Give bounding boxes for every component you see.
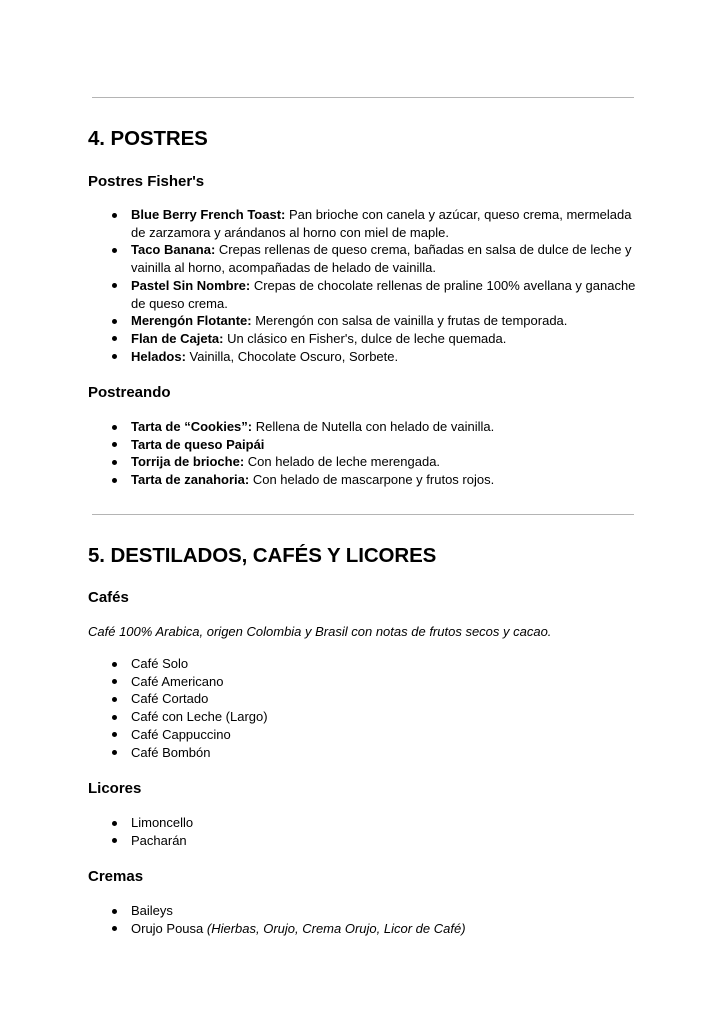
item-name: Orujo Pousa [131,920,207,936]
item-name: Pastel Sin Nombre: [131,277,251,293]
item-name: Merengón Flotante: [131,313,252,329]
list-item: Café Cappuccino [88,726,648,744]
list-item [88,241,648,276]
list-item: Café Americano [88,673,648,691]
subheading-licores: Licores [88,780,142,797]
list-item [88,471,648,489]
section-divider [92,97,634,98]
item-desc: Con helado de mascarpone y frutos rojos. [249,472,495,488]
subheading-postreando: Postreando [88,384,171,401]
section-heading-destilados: 5. DESTILADOS, CAFÉS Y LICORES [88,544,437,567]
item-desc: Vainilla, Chocolate Oscuro, Sorbete. [185,348,399,364]
list-item: Pacharán [88,832,648,850]
item-name: Helados: [131,348,186,364]
list-cremas [88,902,648,937]
list-item [88,330,648,348]
item-name: Tarta de queso Paipái [131,436,265,452]
list-item: Limoncello [88,814,648,832]
section-heading-postres: 4. POSTRES [88,127,208,150]
list-item [88,277,648,312]
subheading-cafes: Cafés [88,589,129,606]
list-item: Café con Leche (Largo) [88,708,648,726]
item-name: Baileys [131,903,173,918]
item-desc: Crepas rellenas de queso crema, bañadas en salsa de dulce de leche y vainilla al horno, acompañadas de helado de vainilla. [131,242,632,276]
list-item: Café Solo [88,655,648,673]
list-licores [88,814,648,849]
item-name: Blue Berry French Toast: [131,207,286,222]
item-name: Taco Banana: [131,242,216,258]
item-desc: Pan brioche con canela y azúcar, queso crema, mermelada de zarzamora y arándanos al horno con miel de maple. [131,207,632,240]
cafes-note: Café 100% Arabica, origen Colombia y Brasil con notas de frutos secos y cacao. [88,624,552,639]
item-desc: Con helado de leche merengada. [244,454,441,470]
section-divider [92,514,634,515]
item-desc: Merengón con salsa de vainilla y frutas de temporada. [251,313,568,329]
list-item [88,902,648,920]
subheading-cremas: Cremas [88,868,144,885]
list-item [88,453,648,471]
list-postres-fisher [88,206,648,365]
list-item [88,348,648,366]
item-desc: Un clásico en Fisher's, dulce de leche quemada. [223,330,507,346]
item-name: Tarta de “Cookies”: [131,419,253,434]
list-item: Café Cortado [88,690,648,708]
list-cafes [88,655,648,761]
list-item [88,436,648,454]
list-item [88,312,648,330]
item-name: Flan de Cajeta: [131,330,224,346]
list-item [88,206,648,241]
list-item: Café Bombón [88,744,648,762]
list-item [88,418,648,436]
list-postreando [88,418,648,489]
list-item [88,920,648,938]
item-name: Torrija de brioche: [131,454,245,470]
item-desc: Crepas de chocolate rellenas de praline 100% avellana y ganache de queso crema. [131,277,636,311]
item-desc: Rellena de Nutella con helado de vainilla. [252,419,495,434]
item-name: Tarta de zanahoria: [131,472,250,488]
item-extra: (Hierbas, Orujo, Crema Orujo, Licor de Café) [206,920,466,936]
subheading-postres-fisher: Postres Fisher's [88,173,205,190]
